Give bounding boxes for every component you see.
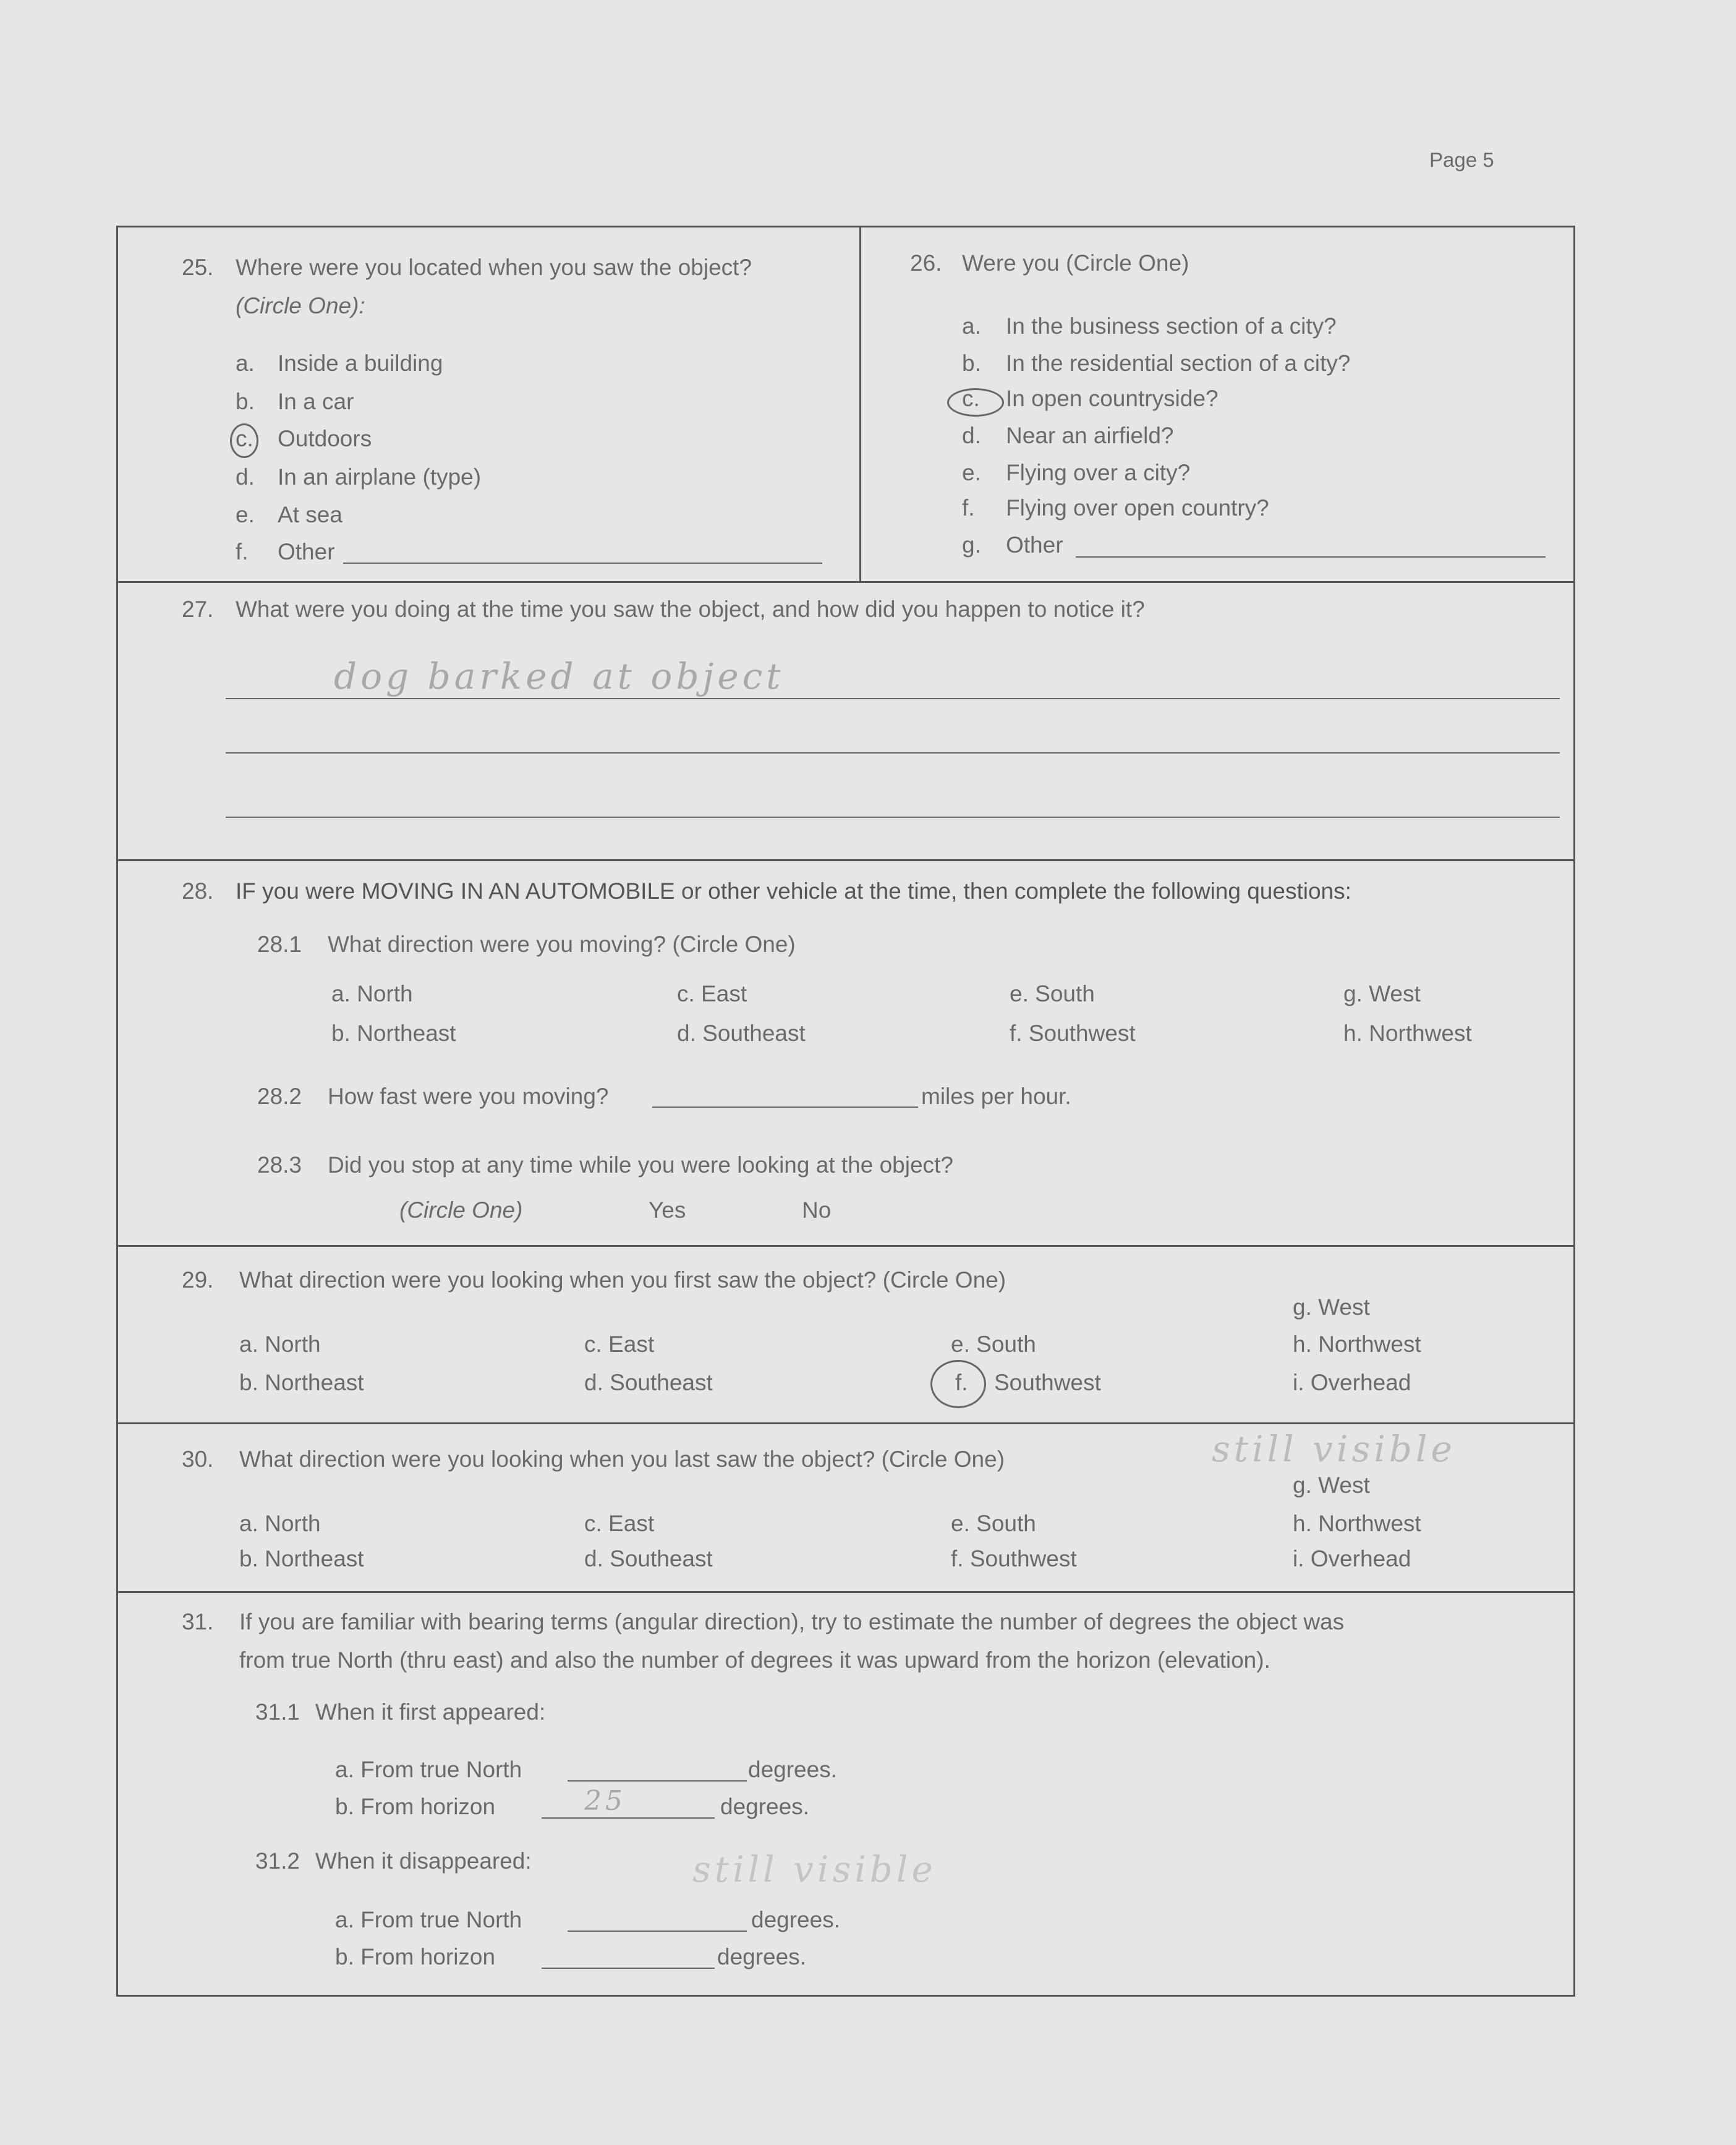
q25-instruction: (Circle One): <box>236 293 365 318</box>
q28-3-number: 28.3 <box>257 1152 302 1178</box>
q25-option[interactable]: Inside a building <box>278 350 443 376</box>
q28-3-yes[interactable]: Yes <box>649 1197 686 1223</box>
answer-line[interactable] <box>226 698 1560 699</box>
q31-2a-unit: degrees. <box>751 1907 840 1932</box>
q31-1a-label: a. From true North <box>335 1757 522 1782</box>
q31-1a-field[interactable] <box>568 1780 747 1782</box>
divider <box>116 1422 1575 1424</box>
answer-line[interactable] <box>226 752 1560 754</box>
q30-option[interactable]: a. North <box>239 1511 321 1536</box>
q29-option[interactable]: i. Overhead <box>1293 1370 1411 1395</box>
q26-option-letter[interactable]: g. <box>962 532 981 558</box>
q31-2-number: 31.2 <box>255 1848 300 1874</box>
q29-option-letter[interactable]: f. <box>955 1370 968 1395</box>
q31-1b-unit: degrees. <box>720 1794 809 1819</box>
q30-option[interactable]: c. East <box>584 1511 655 1536</box>
q25-option[interactable]: In an airplane (type) <box>278 464 482 490</box>
divider <box>1573 226 1575 1997</box>
q28-1-text: What direction were you moving? (Circle One) <box>328 932 796 957</box>
q26-option[interactable]: Flying over a city? <box>1006 460 1191 485</box>
q27-number: 27. <box>182 597 214 622</box>
q31-2b-field[interactable] <box>542 1968 715 1969</box>
q25-option[interactable]: At sea <box>278 502 343 527</box>
q26-text: Were you (Circle One) <box>962 250 1189 276</box>
q30-text: What direction were you looking when you last saw the object? (Circle One) <box>239 1446 1005 1472</box>
q26-option[interactable]: Near an airfield? <box>1006 423 1174 448</box>
q25-option[interactable]: Outdoors <box>278 426 372 451</box>
q28-3-no[interactable]: No <box>802 1197 832 1223</box>
q29-option[interactable]: h. Northwest <box>1293 1332 1421 1357</box>
q25-option-letter[interactable]: a. <box>236 350 255 376</box>
q31-number: 31. <box>182 1609 214 1634</box>
q28-1-option[interactable]: g. West <box>1343 981 1421 1006</box>
q25-option-letter[interactable]: b. <box>236 389 255 414</box>
q26-option[interactable]: In open countryside? <box>1006 386 1219 411</box>
q26-option-letter[interactable]: a. <box>962 313 981 339</box>
q25-option-letter[interactable]: c. <box>236 426 253 451</box>
divider <box>859 226 861 581</box>
q31-text-line2: from true North (thru east) and also the number of degrees it was upward from the horizon (elevation). <box>239 1647 1270 1673</box>
q26-option-letter[interactable]: e. <box>962 460 981 485</box>
q25-option-letter[interactable]: e. <box>236 502 255 527</box>
q31-1a-unit: degrees. <box>748 1757 837 1782</box>
q25-other-field[interactable] <box>343 563 822 564</box>
q31-2b-unit: degrees. <box>717 1944 806 1969</box>
q26-number: 26. <box>910 250 942 276</box>
q30-option[interactable]: g. West <box>1293 1472 1370 1498</box>
q31-1b-handwritten-value: 25 <box>584 1785 626 1817</box>
q31-text-line1: If you are familiar with bearing terms (angular direction), try to estimate the number of degrees the object was <box>239 1609 1345 1634</box>
q28-2-number: 28.2 <box>257 1084 302 1109</box>
divider <box>116 226 118 1997</box>
q31-1b-field[interactable] <box>542 1817 715 1819</box>
q25-text: Where were you located when you saw the object? <box>236 255 752 280</box>
q28-3-text: Did you stop at any time while you were looking at the object? <box>328 1152 953 1178</box>
q31-2b-label: b. From horizon <box>335 1944 496 1969</box>
divider <box>116 1591 1575 1593</box>
page-number: Page 5 <box>1429 148 1494 171</box>
q31-1-text: When it first appeared: <box>315 1699 546 1725</box>
q28-1-option[interactable]: d. Southeast <box>677 1021 806 1046</box>
q30-option[interactable]: b. Northeast <box>239 1546 364 1571</box>
divider <box>116 859 1575 861</box>
q28-number: 28. <box>182 878 214 904</box>
q30-option[interactable]: h. Northwest <box>1293 1511 1421 1536</box>
divider <box>116 1245 1575 1247</box>
q25-option-letter[interactable]: f. <box>236 539 249 564</box>
q29-option[interactable]: c. East <box>584 1332 655 1357</box>
divider <box>116 226 1575 227</box>
speed-field[interactable] <box>652 1106 918 1108</box>
q30-option[interactable]: d. Southeast <box>584 1546 713 1571</box>
q25-option-letter[interactable]: d. <box>236 464 255 490</box>
selection-circle <box>947 388 1004 417</box>
q26-option-letter[interactable]: b. <box>962 350 981 376</box>
q25-option[interactable]: In a car <box>278 389 354 414</box>
q31-2-text: When it disappeared: <box>315 1848 532 1874</box>
q31-1-number: 31.1 <box>255 1699 300 1725</box>
q28-1-option[interactable]: c. East <box>677 981 747 1006</box>
q26-option[interactable]: Other <box>1006 532 1063 558</box>
q31-2a-label: a. From true North <box>335 1907 522 1932</box>
q28-2-suffix: miles per hour. <box>921 1084 1071 1109</box>
q28-1-number: 28.1 <box>257 932 302 957</box>
q29-option[interactable]: e. South <box>951 1332 1036 1357</box>
q25-option[interactable]: Other <box>278 539 335 564</box>
q29-option[interactable]: a. North <box>239 1332 321 1357</box>
q26-other-field[interactable] <box>1076 556 1546 558</box>
q26-option[interactable]: In the residential section of a city? <box>1006 350 1351 376</box>
q26-option[interactable]: In the business section of a city? <box>1006 313 1337 339</box>
selection-circle <box>930 1360 986 1408</box>
q29-option[interactable]: d. Southeast <box>584 1370 713 1395</box>
q25-number: 25. <box>182 255 214 280</box>
q28-3-instruction: (Circle One) <box>399 1197 523 1223</box>
q26-option[interactable]: Flying over open country? <box>1006 495 1269 520</box>
q31-2-handwritten-note: still visible <box>692 1848 937 1890</box>
answer-line[interactable] <box>226 817 1560 818</box>
q29-option[interactable]: b. Northeast <box>239 1370 364 1395</box>
q28-1-option[interactable]: b. Northeast <box>331 1021 456 1046</box>
divider <box>116 581 1575 583</box>
selection-circle <box>230 423 258 458</box>
q26-option-letter[interactable]: f. <box>962 495 975 520</box>
q28-1-option[interactable]: e. South <box>1010 981 1095 1006</box>
q30-handwritten-note: still visible <box>1212 1428 1456 1470</box>
q31-1b-label: b. From horizon <box>335 1794 496 1819</box>
q28-1-option[interactable]: f. Southwest <box>1010 1021 1136 1046</box>
q30-option[interactable]: e. South <box>951 1511 1036 1536</box>
q28-text: IF you were MOVING IN AN AUTOMOBILE or other vehicle at the time, then complete the following questions: <box>236 878 1351 904</box>
q28-1-option[interactable]: a. North <box>331 981 413 1006</box>
q26-option-letter[interactable]: c. <box>962 386 980 411</box>
divider <box>116 1995 1575 1997</box>
q29-number: 29. <box>182 1267 214 1293</box>
q30-option[interactable]: i. Overhead <box>1293 1546 1411 1571</box>
q31-2a-field[interactable] <box>568 1930 747 1932</box>
q27-text: What were you doing at the time you saw the object, and how did you happen to notice it? <box>236 597 1145 622</box>
q29-option[interactable]: g. West <box>1293 1294 1370 1320</box>
q30-number: 30. <box>182 1446 214 1472</box>
q27-handwritten-answer: dog barked at object <box>334 655 785 697</box>
q29-text: What direction were you looking when you first saw the object? (Circle One) <box>239 1267 1006 1293</box>
q30-option[interactable]: f. Southwest <box>951 1546 1077 1571</box>
q28-2-text: How fast were you moving? <box>328 1084 609 1109</box>
q26-option-letter[interactable]: d. <box>962 423 981 448</box>
q29-option[interactable]: Southwest <box>994 1370 1101 1395</box>
q28-1-option[interactable]: h. Northwest <box>1343 1021 1472 1046</box>
